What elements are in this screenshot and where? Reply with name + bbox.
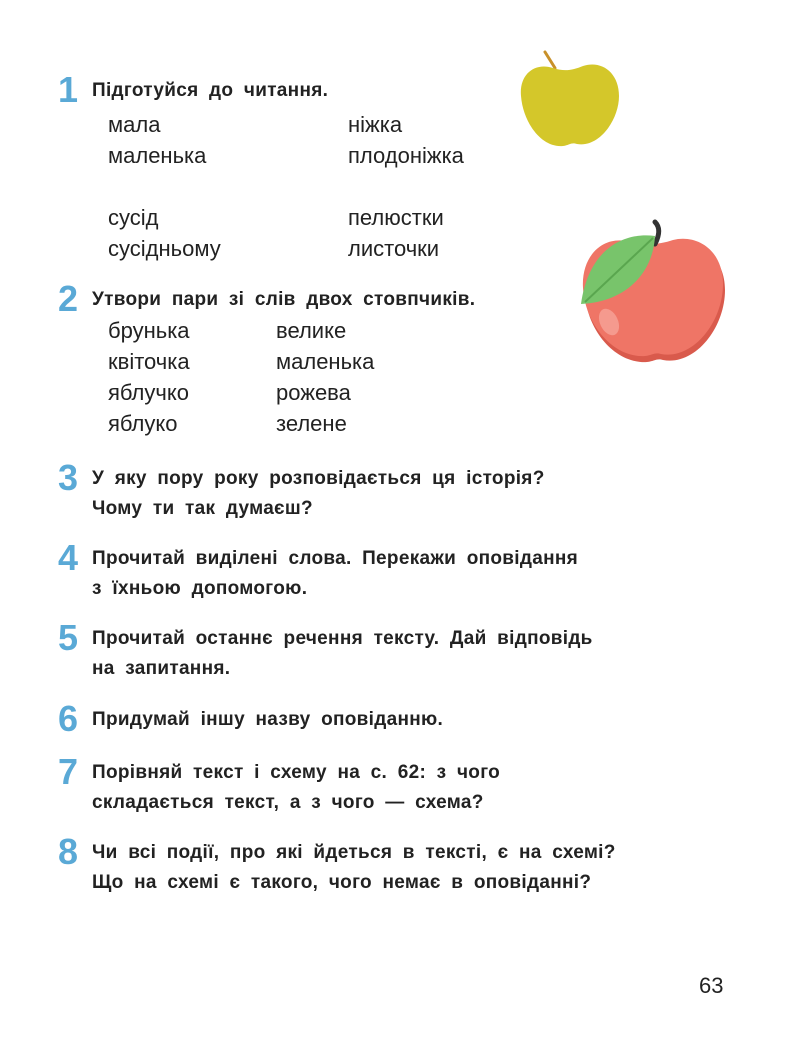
word: пелюстки bbox=[348, 205, 444, 230]
word: мала bbox=[108, 112, 161, 137]
task-question bbox=[92, 624, 593, 684]
task-question bbox=[92, 464, 545, 524]
task-number: 5 bbox=[58, 617, 79, 658]
task-number: 3 bbox=[58, 457, 79, 498]
word: ніжка bbox=[348, 112, 403, 137]
page-number: 63 bbox=[699, 973, 724, 998]
question-line: Придумай іншу назву оповіданню. bbox=[92, 709, 444, 730]
word: велике bbox=[276, 318, 347, 343]
word: рожева bbox=[276, 380, 351, 405]
word: брунька bbox=[108, 318, 190, 343]
task-number: 7 bbox=[58, 751, 79, 792]
yellow-apple-illustration bbox=[515, 48, 625, 154]
yellow-apple-body-icon bbox=[521, 64, 619, 146]
task-number: 8 bbox=[58, 831, 79, 872]
task-number: 4 bbox=[58, 537, 79, 578]
question-line: Прочитай виділені слова. Перекажи оповідання bbox=[92, 548, 579, 569]
word-column-2-group-2 bbox=[348, 202, 444, 264]
word-column-2-group-1 bbox=[348, 109, 464, 171]
word: квіточка bbox=[108, 349, 190, 374]
word: плодоніжка bbox=[348, 143, 464, 168]
task-question: Утвори пари зі слів двох стовпчиків. bbox=[92, 289, 476, 310]
word: яблучко bbox=[108, 380, 189, 405]
word: листочки bbox=[348, 236, 440, 261]
task-number: 1 bbox=[58, 69, 79, 110]
red-apple-stem-icon bbox=[655, 222, 659, 244]
yellow-apple-stem-icon bbox=[545, 52, 555, 68]
word: маленька bbox=[108, 143, 207, 168]
question-line: Порівняй текст і схему на с. 62: з чого bbox=[92, 762, 501, 783]
task-question bbox=[92, 705, 443, 735]
task-question: Підготуйся до читання. bbox=[92, 80, 329, 101]
word-column-1-group-1 bbox=[108, 109, 206, 171]
task-number: 6 bbox=[58, 698, 79, 739]
question-line: Що на схемі є такого, чого немає в оповіданні? bbox=[92, 872, 592, 893]
word: зелене bbox=[276, 411, 347, 436]
question-line: Чи всі події, про які йдеться в тексті, є на схемі? bbox=[92, 842, 616, 863]
pair-column-2 bbox=[276, 315, 374, 439]
task-question bbox=[92, 544, 578, 604]
task-question bbox=[92, 758, 500, 818]
question-line: на запитання. bbox=[92, 658, 231, 679]
task-question bbox=[92, 838, 616, 898]
question-line: У яку пору року розповідається ця історія? bbox=[92, 468, 545, 489]
question-line: складається текст, а з чого — схема? bbox=[92, 792, 484, 813]
word: маленька bbox=[276, 349, 375, 374]
task-number: 2 bbox=[58, 278, 79, 319]
question-line: Прочитай останнє речення тексту. Дай відповідь bbox=[92, 628, 593, 649]
question-line: з їхньою допомогою. bbox=[92, 578, 308, 599]
red-apple-illustration bbox=[575, 218, 735, 370]
question-line: Чому ти так думаєш? bbox=[92, 498, 313, 519]
word: яблуко bbox=[108, 411, 178, 436]
word-column-1-group-2 bbox=[108, 202, 221, 264]
word: сусід bbox=[108, 205, 159, 230]
word: сусідньому bbox=[108, 236, 221, 261]
pair-column-1 bbox=[108, 315, 190, 439]
